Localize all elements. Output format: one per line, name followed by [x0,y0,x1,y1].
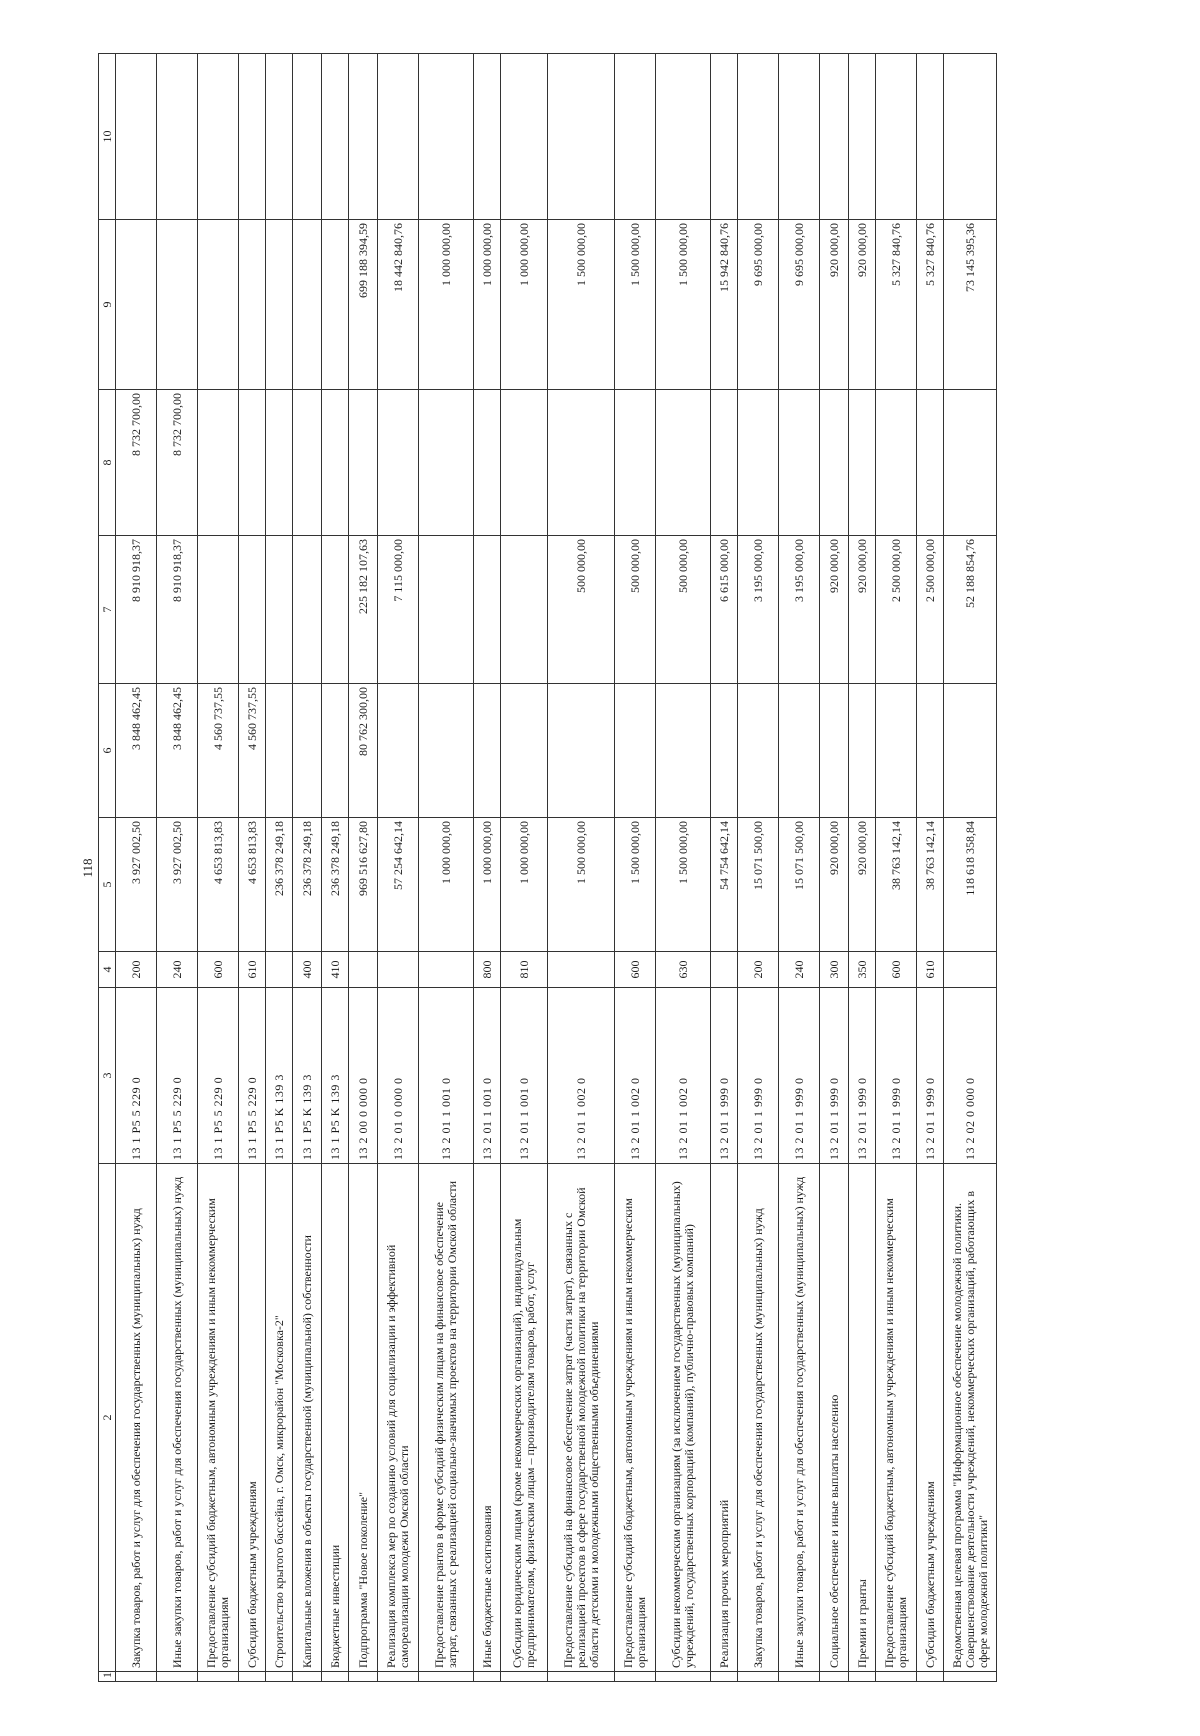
cell-c5: 57 254 642,14 [378,818,419,952]
cell-c9 [266,220,293,390]
cell-name: Иные закупки товаров, работ и услуг для обеспечения государственных (муниципальных) нужд [157,1164,198,1672]
cell-c10 [944,54,997,220]
cell-code: 13 2 01 1 999 0 [779,988,820,1164]
cell-c6 [849,684,876,818]
cell-c8 [711,390,738,536]
cell-c10 [157,54,198,220]
cell-c6 [876,684,917,818]
cell-c7: 500 000,00 [548,536,615,684]
table-row [239,54,266,1682]
cell-c6 [820,684,849,818]
cell-c5: 54 754 642,14 [711,818,738,952]
cell-c7 [419,536,474,684]
cell-empty [615,1672,656,1682]
table-row [501,54,548,1682]
cell-c10 [116,54,157,220]
table-row [157,54,198,1682]
table-row [322,54,349,1682]
cell-c9: 1 000 000,00 [474,220,501,390]
cell-code: 13 2 01 0 000 0 [378,988,419,1164]
cell-vr: 610 [917,952,944,988]
cell-c7 [474,536,501,684]
cell-c6: 3 848 462,45 [116,684,157,818]
cell-name: Предоставление субсидий бюджетным, автономным учреждениям и иным некоммерческим организациям [876,1164,917,1672]
cell-c7: 2 500 000,00 [917,536,944,684]
cell-c8 [738,390,779,536]
cell-c10 [656,54,711,220]
cell-vr: 810 [501,952,548,988]
cell-code: 13 1 P5 5 229 0 [116,988,157,1164]
cell-c6 [944,684,997,818]
cell-c8 [322,390,349,536]
cell-c9 [116,220,157,390]
cell-name: Премии и гранты [849,1164,876,1672]
cell-code: 13 2 01 1 999 0 [849,988,876,1164]
cell-vr [266,952,293,988]
cell-c8 [378,390,419,536]
cell-c9: 15 942 840,76 [711,220,738,390]
table-row [116,54,157,1682]
cell-name: Субсидии юридическим лицам (кроме некоммерческих организаций), индивидуальным предпринимателям, физическим лицам – производителям товаров, работ, услуг [501,1164,548,1672]
cell-c10 [711,54,738,220]
cell-c8 [198,390,239,536]
cell-c5: 3 927 002,50 [116,818,157,952]
cell-c9: 1 000 000,00 [501,220,548,390]
cell-name: Ведомственная целевая программа "Информационное обеспечение молодежной политики. Совершенствование деятельности учреждений, некоммерческих организаций, работающих в сфере молодежной политики" [944,1164,997,1672]
table-row [293,54,322,1682]
cell-empty [738,1672,779,1682]
cell-c7 [293,536,322,684]
cell-c8 [501,390,548,536]
cell-c5: 236 378 249,18 [293,818,322,952]
cell-c5: 38 763 142,14 [876,818,917,952]
cell-name: Предоставление грантов в форме субсидий физическим лицам на финансовое обеспечение затрат, связанных с реализацией социально-значимых проектов на территории Омской области [419,1164,474,1672]
cell-empty [157,1672,198,1682]
cell-name: Социальное обеспечение и иные выплаты населению [820,1164,849,1672]
cell-c8 [419,390,474,536]
cell-vr: 600 [876,952,917,988]
cell-c5: 4 653 813,83 [198,818,239,952]
cell-c8 [820,390,849,536]
column-number: 9 [99,220,116,390]
cell-c9 [322,220,349,390]
cell-vr [378,952,419,988]
column-number: 4 [99,952,116,988]
cell-c9 [198,220,239,390]
cell-code: 13 2 01 1 999 0 [711,988,738,1164]
cell-c8 [615,390,656,536]
cell-c8: 8 732 700,00 [157,390,198,536]
cell-c10 [779,54,820,220]
cell-c6: 4 560 737,55 [198,684,239,818]
cell-c5: 236 378 249,18 [266,818,293,952]
cell-c9: 1 500 000,00 [548,220,615,390]
cell-name: Субсидии некоммерческим организациям (за исключением государственных (муниципальных) учреждений, государственных корпораций (компаний), публично-правовых компаний) [656,1164,711,1672]
cell-code: 13 1 P5 K 139 3 [266,988,293,1164]
table-row [419,54,474,1682]
cell-empty [849,1672,876,1682]
cell-empty [944,1672,997,1682]
column-number-row [99,54,116,1682]
column-number: 10 [99,54,116,220]
cell-c8 [239,390,266,536]
cell-c9: 5 327 840,76 [917,220,944,390]
cell-c9: 920 000,00 [849,220,876,390]
cell-c6 [779,684,820,818]
cell-c7: 52 188 854,76 [944,536,997,684]
cell-c8 [849,390,876,536]
cell-empty [917,1672,944,1682]
cell-c9 [157,220,198,390]
cell-name: Предоставление субсидий бюджетным, автономным учреждениям и иным некоммерческим организациям [198,1164,239,1672]
cell-c7: 500 000,00 [615,536,656,684]
cell-c9: 920 000,00 [820,220,849,390]
cell-empty [293,1672,322,1682]
cell-code: 13 2 00 0 000 0 [349,988,378,1164]
cell-name: Закупка товаров, работ и услуг для обеспечения государственных (муниципальных) нужд [116,1164,157,1672]
cell-c10 [474,54,501,220]
cell-empty [474,1672,501,1682]
cell-code: 13 1 P5 K 139 3 [322,988,349,1164]
cell-c6 [917,684,944,818]
cell-empty [239,1672,266,1682]
cell-c6 [419,684,474,818]
table-row [779,54,820,1682]
table-row [656,54,711,1682]
cell-c9 [293,220,322,390]
cell-c9: 1 500 000,00 [656,220,711,390]
cell-c6 [711,684,738,818]
cell-code: 13 2 01 1 002 0 [615,988,656,1164]
cell-c9: 9 695 000,00 [738,220,779,390]
table-row [876,54,917,1682]
cell-c9: 9 695 000,00 [779,220,820,390]
cell-c6 [501,684,548,818]
cell-name: Иные закупки товаров, работ и услуг для обеспечения государственных (муниципальных) нужд [779,1164,820,1672]
cell-code: 13 2 01 1 001 0 [474,988,501,1164]
cell-vr: 800 [474,952,501,988]
cell-empty [349,1672,378,1682]
cell-c6 [378,684,419,818]
cell-c8 [293,390,322,536]
cell-vr: 200 [116,952,157,988]
cell-c7: 6 615 000,00 [711,536,738,684]
column-number: 5 [99,818,116,952]
cell-c10 [820,54,849,220]
cell-c5: 1 000 000,00 [419,818,474,952]
table-row [944,54,997,1682]
cell-code: 13 2 02 0 000 0 [944,988,997,1164]
column-number: 2 [99,1164,116,1672]
cell-code: 13 2 01 1 001 0 [419,988,474,1164]
cell-c5: 920 000,00 [849,818,876,952]
cell-c6 [322,684,349,818]
cell-c7: 8 910 918,37 [116,536,157,684]
cell-c10 [738,54,779,220]
cell-c10 [419,54,474,220]
table-row [548,54,615,1682]
cell-c5: 3 927 002,50 [157,818,198,952]
cell-empty [266,1672,293,1682]
cell-empty [378,1672,419,1682]
cell-c9: 73 145 395,36 [944,220,997,390]
cell-c8 [656,390,711,536]
cell-c7: 225 182 107,63 [349,536,378,684]
cell-c5: 920 000,00 [820,818,849,952]
cell-name: Подпрограмма "Новое поколение" [349,1164,378,1672]
cell-c10 [876,54,917,220]
column-number: 8 [99,390,116,536]
cell-code: 13 2 01 1 002 0 [656,988,711,1164]
table-row [738,54,779,1682]
cell-c6 [474,684,501,818]
cell-c5: 118 618 358,84 [944,818,997,952]
cell-c5: 1 500 000,00 [615,818,656,952]
cell-vr [944,952,997,988]
cell-c6 [738,684,779,818]
cell-c7: 7 115 000,00 [378,536,419,684]
cell-vr: 630 [656,952,711,988]
cell-c9: 699 188 394,59 [349,220,378,390]
cell-vr: 600 [198,952,239,988]
cell-vr: 350 [849,952,876,988]
cell-c5: 1 000 000,00 [501,818,548,952]
page-number: 118 [80,858,95,878]
table-row [474,54,501,1682]
cell-vr: 610 [239,952,266,988]
table-row [615,54,656,1682]
cell-c8 [917,390,944,536]
cell-vr [349,952,378,988]
cell-empty [419,1672,474,1682]
cell-code: 13 1 P5 5 229 0 [198,988,239,1164]
cell-c5: 1 500 000,00 [548,818,615,952]
cell-vr [548,952,615,988]
cell-c9 [239,220,266,390]
cell-name: Реализация комплекса мер по созданию условий для социализации и эффективной самореализации молодежи Омской области [378,1164,419,1672]
cell-c6 [293,684,322,818]
cell-c9: 1 500 000,00 [615,220,656,390]
cell-c7 [198,536,239,684]
cell-c6: 80 762 300,00 [349,684,378,818]
cell-c10 [548,54,615,220]
cell-empty [501,1672,548,1682]
table-row [198,54,239,1682]
cell-c7: 920 000,00 [849,536,876,684]
cell-empty [711,1672,738,1682]
table-row [378,54,419,1682]
cell-vr: 240 [157,952,198,988]
cell-vr [711,952,738,988]
cell-c10 [849,54,876,220]
cell-name: Субсидии бюджетным учреждениям [239,1164,266,1672]
cell-code: 13 1 P5 5 229 0 [239,988,266,1164]
cell-c7: 3 195 000,00 [738,536,779,684]
cell-code: 13 2 01 1 002 0 [548,988,615,1164]
cell-name: Предоставление субсидий на финансовое обеспечение затрат (части затрат), связанных с реализацией проектов в сфере государственной молодежной политики на территории Омской области детскими и молодежными общественными объединениями [548,1164,615,1672]
cell-c8 [944,390,997,536]
cell-c8 [779,390,820,536]
cell-c7 [322,536,349,684]
table-row [820,54,849,1682]
cell-vr: 410 [322,952,349,988]
cell-name: Бюджетные инвестиции [322,1164,349,1672]
cell-c10 [198,54,239,220]
cell-c7: 2 500 000,00 [876,536,917,684]
cell-c7: 3 195 000,00 [779,536,820,684]
cell-empty [779,1672,820,1682]
cell-vr: 400 [293,952,322,988]
cell-vr: 600 [615,952,656,988]
cell-name: Иные бюджетные ассигнования [474,1164,501,1672]
column-number: 6 [99,684,116,818]
cell-empty [656,1672,711,1682]
cell-c8 [548,390,615,536]
cell-c7 [266,536,293,684]
cell-vr: 240 [779,952,820,988]
cell-c6: 4 560 737,55 [239,684,266,818]
cell-c6 [656,684,711,818]
cell-code: 13 2 01 1 001 0 [501,988,548,1164]
cell-code: 13 2 01 1 999 0 [876,988,917,1164]
cell-name: Предоставление субсидий бюджетным, автономным учреждениям и иным некоммерческим организациям [615,1164,656,1672]
budget-table-body [99,54,997,1682]
table-row [266,54,293,1682]
cell-name: Строительство крытого бассейна, г. Омск, микрорайон "Московка-2" [266,1164,293,1672]
cell-name: Субсидии бюджетным учреждениям [917,1164,944,1672]
table-row [849,54,876,1682]
column-number: 3 [99,988,116,1164]
cell-empty [322,1672,349,1682]
cell-c9: 1 000 000,00 [419,220,474,390]
cell-c8 [266,390,293,536]
table-row [917,54,944,1682]
cell-c8 [876,390,917,536]
cell-c10 [501,54,548,220]
cell-c6 [548,684,615,818]
cell-c10 [615,54,656,220]
cell-code: 13 2 01 1 999 0 [917,988,944,1164]
cell-c10 [322,54,349,220]
cell-c5: 969 516 627,80 [349,818,378,952]
budget-table [98,53,997,1682]
cell-c10 [917,54,944,220]
column-number: 1 [99,1672,116,1682]
cell-empty [116,1672,157,1682]
cell-name: Реализация прочих мероприятий [711,1164,738,1672]
cell-c7: 920 000,00 [820,536,849,684]
cell-empty [548,1672,615,1682]
cell-empty [820,1672,849,1682]
cell-vr: 200 [738,952,779,988]
cell-c6 [615,684,656,818]
cell-name: Закупка товаров, работ и услуг для обеспечения государственных (муниципальных) нужд [738,1164,779,1672]
cell-c6: 3 848 462,45 [157,684,198,818]
cell-c5: 38 763 142,14 [917,818,944,952]
cell-c8: 8 732 700,00 [116,390,157,536]
cell-code: 13 2 01 1 999 0 [820,988,849,1164]
cell-c10 [349,54,378,220]
cell-c8 [474,390,501,536]
cell-empty [198,1672,239,1682]
cell-c5: 4 653 813,83 [239,818,266,952]
cell-vr [419,952,474,988]
cell-c9: 5 327 840,76 [876,220,917,390]
cell-c7: 500 000,00 [656,536,711,684]
cell-c9: 18 442 840,76 [378,220,419,390]
column-number: 7 [99,536,116,684]
cell-c5: 15 071 500,00 [779,818,820,952]
cell-c10 [378,54,419,220]
cell-c5: 236 378 249,18 [322,818,349,952]
cell-code: 13 1 P5 K 139 3 [293,988,322,1164]
cell-c10 [266,54,293,220]
cell-c5: 1 000 000,00 [474,818,501,952]
rotated-page-content [66,54,1134,1682]
cell-c6 [266,684,293,818]
cell-c5: 1 500 000,00 [656,818,711,952]
table-row [349,54,378,1682]
cell-c10 [239,54,266,220]
cell-c7 [501,536,548,684]
cell-code: 13 1 P5 5 229 0 [157,988,198,1164]
cell-vr: 300 [820,952,849,988]
cell-c7 [239,536,266,684]
table-row [711,54,738,1682]
cell-name: Капитальные вложения в объекты государственной (муниципальной) собственности [293,1164,322,1672]
cell-c7: 8 910 918,37 [157,536,198,684]
cell-empty [876,1672,917,1682]
cell-code: 13 2 01 1 999 0 [738,988,779,1164]
cell-c8 [349,390,378,536]
cell-c5: 15 071 500,00 [738,818,779,952]
cell-c10 [293,54,322,220]
